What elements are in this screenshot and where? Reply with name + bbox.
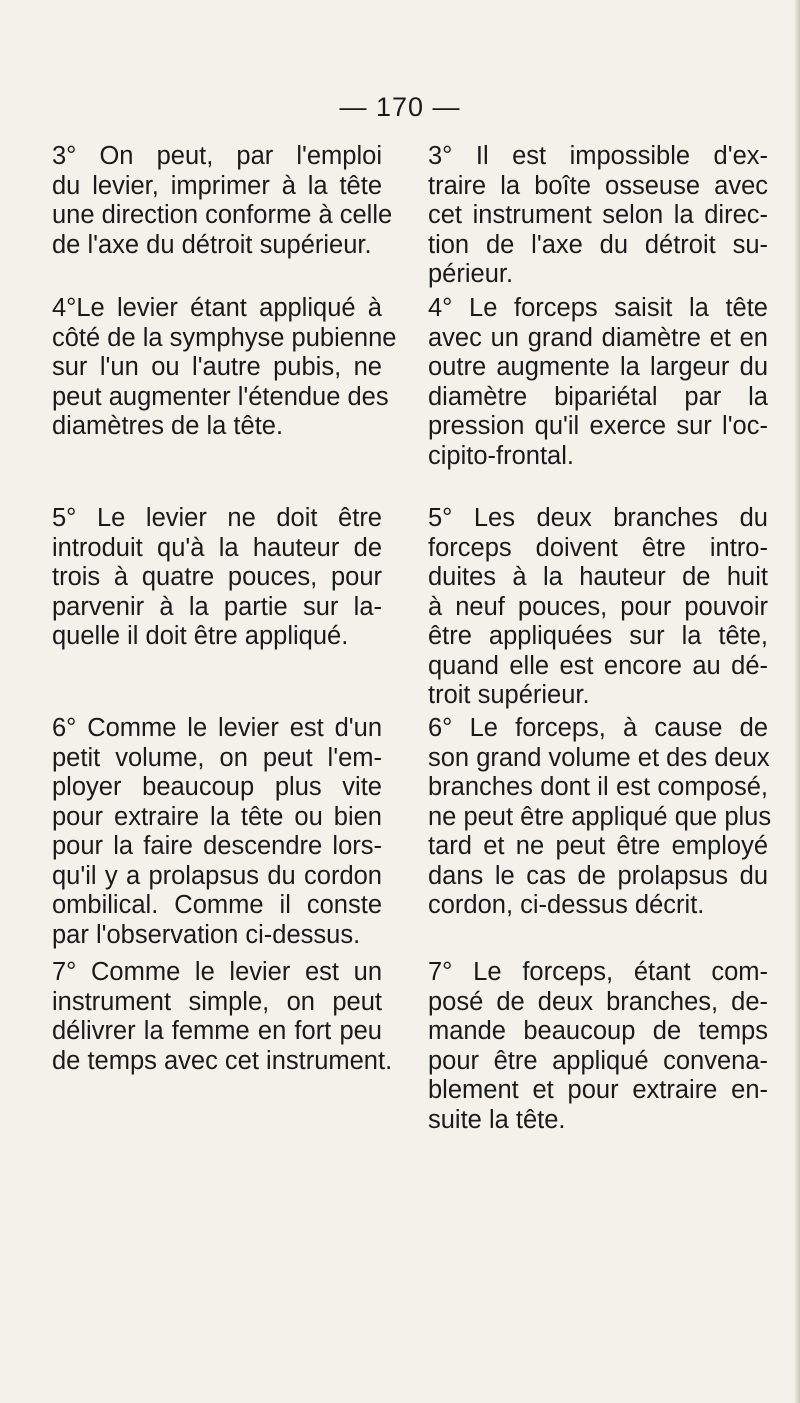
right-column-paragraph-4 <box>428 714 772 921</box>
right-column-paragraph-3 <box>428 504 768 711</box>
left-column-paragraph-4 <box>52 714 382 950</box>
text-line: duites à la hauteur de huit <box>428 563 768 591</box>
text-line: posé de deux branches, de- <box>428 987 768 1016</box>
text-line: suite la tête. <box>428 1105 566 1134</box>
text-line: du levier, imprimer à la tête <box>52 171 382 200</box>
text-line: une direction conforme à celle <box>52 201 393 229</box>
text-line: introduit qu'à la hauteur de <box>52 533 382 562</box>
right-column-paragraph-1 <box>428 142 768 290</box>
text-line: à neuf pouces, pour pouvoir <box>428 592 768 621</box>
text-line: pour extraire la tête ou bien <box>52 802 382 831</box>
text-line: tard et ne peut être employé <box>428 832 768 860</box>
left-column-paragraph-5 <box>52 958 393 1076</box>
text-line: outre augmente la largeur du <box>428 353 768 381</box>
text-line: pour la faire descendre lors- <box>52 832 382 860</box>
text-line: tion de l'axe du détroit su- <box>428 230 768 259</box>
text-line: 7° Le forceps, étant com- <box>428 958 768 986</box>
text-line: pression qu'il exerce sur l'oc- <box>428 412 768 440</box>
left-column-paragraph-2 <box>52 294 397 442</box>
text-line: sur l'un ou l'autre pubis, ne <box>52 353 382 381</box>
text-line: 3° On peut, par l'emploi <box>52 142 382 170</box>
text-line: 3° Il est impossible d'ex- <box>428 142 768 170</box>
text-line: troit supérieur. <box>428 681 590 709</box>
text-line: branches dont il est composé, <box>428 773 768 801</box>
text-line: 4°Le levier étant appliqué à <box>52 294 382 322</box>
text-line: cet instrument selon la direc- <box>428 201 768 229</box>
text-line: délivrer la femme en fort peu <box>52 1017 382 1045</box>
text-line: par l'observation ci-dessus. <box>52 920 361 949</box>
text-line: avec un grand diamètre et en <box>428 323 768 352</box>
text-line: peut augmenter l'étendue des <box>52 382 389 411</box>
text-line: 7° Comme le levier est un <box>52 958 382 986</box>
text-line: trois à quatre pouces, pour <box>52 563 382 591</box>
text-line: instrument simple, on peut <box>52 987 382 1016</box>
text-line: pour être appliqué convena- <box>428 1046 768 1075</box>
page-number: — 170 — <box>339 92 461 122</box>
text-line: cipito-frontal. <box>428 441 574 470</box>
text-line: 6° Comme le levier est d'un <box>52 714 382 742</box>
text-line: 6° Le forceps, à cause de <box>428 714 768 742</box>
text-line: quelle il doit être appliqué. <box>52 622 349 650</box>
text-line: traire la boîte osseuse avec <box>428 171 768 200</box>
text-line: qu'il y a prolapsus du cordon <box>52 861 382 890</box>
text-line: mande beaucoup de temps <box>428 1017 768 1045</box>
text-line: côté de la symphyse pubienne <box>52 323 397 352</box>
text-line: cordon, ci-dessus décrit. <box>428 891 705 919</box>
text-line: blement et pour extraire en- <box>428 1076 768 1104</box>
text-line: 5° Le levier ne doit être <box>52 504 382 532</box>
right-column-paragraph-5 <box>428 958 768 1135</box>
text-line: être appliquées sur la tête, <box>428 622 768 650</box>
text-line: de l'axe du détroit supérieur. <box>52 230 372 259</box>
text-line: de temps avec cet instrument. <box>52 1046 393 1075</box>
text-line: son grand volume et des deux <box>428 743 770 772</box>
text-line: quand elle est encore au dé- <box>428 651 768 680</box>
text-line: ne peut être appliqué que plus <box>428 802 772 831</box>
left-column-paragraph-1 <box>52 142 393 260</box>
text-line: 4° Le forceps saisit la tête <box>428 294 768 322</box>
text-line: diamètre bipariétal par la <box>428 382 768 411</box>
text-line: ployer beaucoup plus vite <box>52 773 382 801</box>
text-line: 5° Les deux branches du <box>428 504 768 532</box>
text-line: ombilical. Comme il conste <box>52 891 382 919</box>
text-line: forceps doivent être intro- <box>428 533 768 562</box>
text-line: petit volume, on peut l'em- <box>52 743 382 772</box>
page-edge <box>794 0 800 1403</box>
text-line: périeur. <box>428 260 514 288</box>
left-column-paragraph-3 <box>52 504 382 652</box>
text-line: diamètres de la tête. <box>52 412 284 440</box>
right-column-paragraph-2 <box>428 294 768 471</box>
text-line: dans le cas de prolapsus du <box>428 861 768 890</box>
text-line: parvenir à la partie sur la- <box>52 592 382 621</box>
